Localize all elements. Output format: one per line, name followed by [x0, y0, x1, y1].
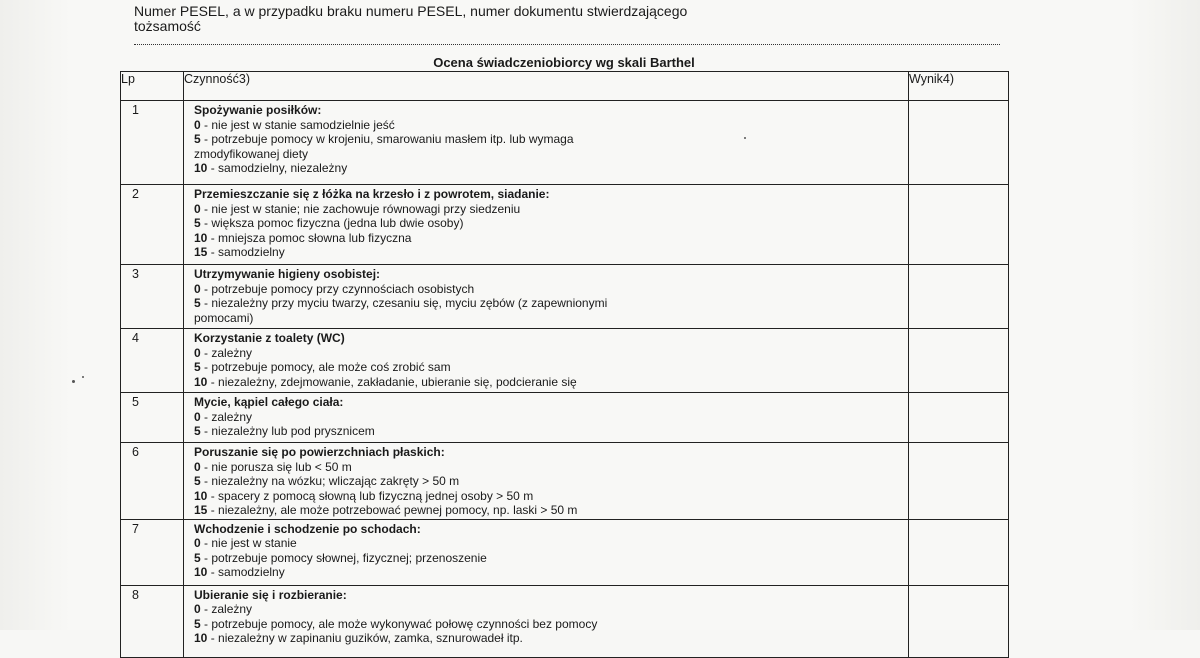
score-description: - niezależny przy myciu twarzy, czesaniu się, myciu zębów (z zapewnionymi pomocami) — [194, 296, 608, 325]
score-option — [194, 245, 908, 260]
activity-cell — [184, 585, 909, 657]
score-option — [194, 346, 908, 361]
score-description: - potrzebuje pomocy, ale może coś zrobić sam — [200, 360, 451, 374]
result-entry-cell[interactable] — [909, 265, 1009, 329]
table-row — [121, 519, 1009, 585]
activity-title: Przemieszczanie się z łóżka na krzesło i z powrotem, siadanie: — [194, 187, 550, 201]
result-entry-cell[interactable] — [909, 585, 1009, 657]
score-value: 10 — [194, 161, 208, 175]
score-option — [194, 536, 908, 551]
score-option — [194, 216, 908, 231]
pesel-header — [134, 4, 734, 34]
score-value: 10 — [194, 488, 208, 503]
score-option — [194, 503, 908, 518]
score-description: - samodzielny — [207, 565, 285, 579]
column-header-lp: Lp — [121, 72, 184, 101]
score-description: - samodzielny, niezależny — [207, 161, 348, 175]
score-description: - mniejsza pomoc słowna lub fizyczna — [207, 230, 412, 245]
score-option — [194, 602, 908, 617]
activity-title: Korzystanie z toalety (WC) — [194, 331, 345, 345]
pesel-label-line1: Numer PESEL, a w przypadku braku numeru PESEL, numer dokumentu stwierdzającego — [134, 3, 688, 19]
score-option — [194, 375, 908, 390]
scan-speck — [82, 376, 84, 378]
activity-cell — [184, 443, 909, 520]
row-number: 4 — [121, 329, 184, 393]
score-option — [194, 424, 908, 439]
table-row — [121, 101, 1009, 185]
result-entry-cell[interactable] — [909, 329, 1009, 393]
score-value: 0 — [194, 536, 201, 550]
score-value: 10 — [194, 374, 208, 389]
score-description: - nie jest w stanie; nie zachowuje równowagi przy siedzeniu — [200, 201, 521, 216]
score-description: - niezależny, ale może potrzebować pewnej pomocy, np. laski > 50 m — [207, 503, 578, 517]
score-description: - nie jest w stanie samodzielnie jeść — [200, 117, 395, 132]
column-header-result: Wynik4) — [909, 72, 1009, 101]
activity-cell — [184, 393, 909, 443]
score-value: 5 — [194, 550, 201, 565]
score-value: 0 — [194, 602, 201, 616]
score-option — [194, 360, 908, 375]
score-description: - nie porusza się lub < 50 m — [200, 459, 352, 474]
score-option — [194, 489, 908, 504]
score-description: - potrzebuje pomocy słownej, fizycznej; przenoszenie — [200, 550, 487, 565]
score-description: - niezależny lub pod prysznicem — [200, 424, 375, 438]
score-description: - potrzebuje pomocy przy czynnościach osobistych — [200, 281, 475, 296]
score-value: 5 — [194, 132, 201, 146]
score-option — [194, 132, 624, 161]
row-number: 7 — [121, 519, 184, 585]
score-option — [194, 296, 624, 325]
score-description: - spacery z pomocą słowną lub fizyczną jednej osoby > 50 m — [207, 488, 534, 503]
table-row — [121, 585, 1009, 657]
activity-cell — [184, 519, 909, 585]
row-number: 3 — [121, 265, 184, 329]
table-body — [121, 101, 1009, 658]
score-value: 10 — [194, 565, 208, 579]
score-value: 0 — [194, 281, 201, 296]
score-description: - nie jest w stanie — [200, 536, 297, 550]
score-option — [194, 474, 908, 489]
score-option — [194, 460, 908, 475]
table-row — [121, 443, 1009, 520]
barthel-table — [120, 71, 1009, 658]
table-row — [121, 265, 1009, 329]
score-option — [194, 410, 908, 425]
score-option — [194, 202, 908, 217]
table-row — [121, 329, 1009, 393]
activity-cell — [184, 185, 909, 265]
score-description: - zależny — [200, 345, 253, 360]
table-row — [121, 393, 1009, 443]
score-value: 0 — [194, 117, 201, 132]
score-option — [194, 551, 908, 566]
score-option — [194, 282, 908, 297]
score-description: - zależny — [200, 602, 253, 616]
activity-title: Mycie, kąpiel całego ciała: — [194, 395, 344, 409]
score-description: - niezależny na wózku; wliczając zakręty > 50 m — [200, 474, 460, 488]
score-value: 0 — [194, 201, 201, 216]
score-value: 5 — [194, 424, 201, 438]
score-value: 5 — [194, 296, 201, 310]
score-option — [194, 565, 908, 580]
score-option — [194, 617, 908, 632]
pesel-label-line2: tożsamość — [134, 18, 201, 34]
table-header-row — [121, 72, 1009, 101]
scan-speck — [744, 137, 746, 139]
pesel-dotted-fill-line — [134, 38, 1000, 45]
row-number: 6 — [121, 443, 184, 520]
activity-title: Ubieranie się i rozbieranie: — [194, 587, 347, 602]
score-value: 0 — [194, 345, 201, 360]
score-description: - potrzebuje pomocy, ale może wykonywać połowę czynności bez pomocy — [200, 616, 598, 631]
score-value: 10 — [194, 631, 208, 645]
score-value: 5 — [194, 216, 201, 230]
result-entry-cell[interactable] — [909, 443, 1009, 520]
score-value: 5 — [194, 616, 201, 631]
score-description: - niezależny, zdejmowanie, zakładanie, ubieranie się, podcieranie się — [207, 374, 577, 389]
score-value: 15 — [194, 245, 208, 259]
score-option — [194, 631, 908, 646]
barthel-title: Ocena świadczeniobiorcy wg skali Barthel — [433, 55, 695, 70]
row-number: 1 — [121, 101, 184, 185]
activity-title: Wchodzenie i schodzenie po schodach: — [194, 521, 421, 536]
score-description: - potrzebuje pomocy w krojeniu, smarowaniu masłem itp. lub wymaga zmodyfikowanej diety — [194, 132, 574, 161]
result-entry-cell[interactable] — [909, 519, 1009, 585]
score-option — [194, 161, 908, 176]
score-value: 5 — [194, 360, 201, 374]
result-entry-cell[interactable] — [909, 185, 1009, 265]
score-value: 0 — [194, 459, 201, 474]
score-value: 15 — [194, 503, 208, 517]
column-header-activity: Czynność3) — [184, 72, 909, 101]
score-description: - zależny — [200, 409, 253, 424]
score-option — [194, 231, 908, 246]
result-entry-cell[interactable] — [909, 393, 1009, 443]
activity-title: Poruszanie się po powierzchniach płaskich: — [194, 445, 445, 459]
row-number: 8 — [121, 585, 184, 657]
row-number: 5 — [121, 393, 184, 443]
activity-title: Utrzymywanie higieny osobistej: — [194, 267, 381, 281]
table-row — [121, 185, 1009, 265]
score-description: - większa pomoc fizyczna (jedna lub dwie osoby) — [200, 216, 464, 230]
activity-title: Spożywanie posiłków: — [194, 103, 322, 117]
scan-speck — [72, 380, 75, 383]
score-description: - niezależny w zapinaniu guzików, zamka, sznurowadeł itp. — [207, 631, 523, 645]
activity-cell — [184, 329, 909, 393]
score-value: 0 — [194, 409, 201, 424]
activity-cell — [184, 101, 909, 185]
score-value: 10 — [194, 230, 208, 245]
score-description: - samodzielny — [207, 245, 285, 259]
score-option — [194, 118, 908, 133]
result-entry-cell[interactable] — [909, 101, 1009, 185]
score-value: 5 — [194, 474, 201, 488]
row-number: 2 — [121, 185, 184, 265]
activity-cell — [184, 265, 909, 329]
